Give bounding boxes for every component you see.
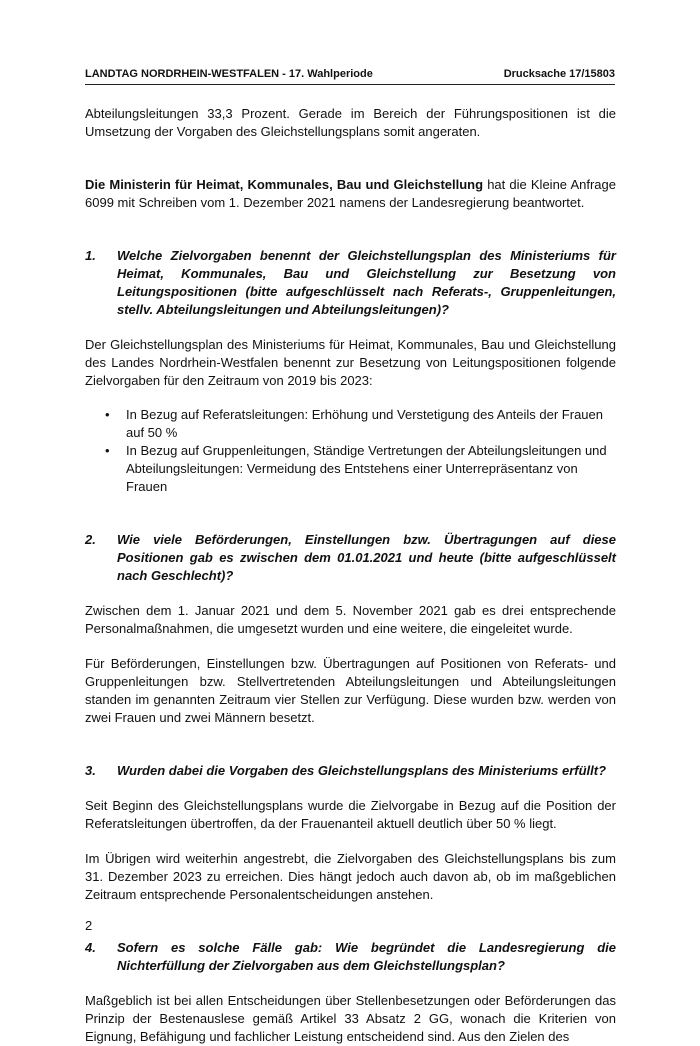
question-4 [85, 939, 616, 975]
answer-2b: Für Beförderungen, Einstellungen bzw. Übertragungen auf Positionen von Referats- und Gruppenleitungen bzw. Stellvertretenden Abteilungsleitungen und Abteilungsleitungen standen im genannten Zeitraum vier Stellen zur Verfügung. Diese wurden bzw. werden von zwei Frauen und zwei Männern besetzt. [85, 656, 616, 725]
question-text: Sofern es solche Fälle gab: Wie begründet die Landesregierung die Nichterfüllung der Zielvorgaben aus dem Gleichstellungsplan? [117, 940, 616, 973]
answer-3b: Im Übrigen wird weiterhin angestrebt, die Zielvorgaben des Gleichstellungsplans bis zum 31. Dezember 2023 zu erreichen. Dies hängt jedoch auch davon ab, ob im maßgeblichen Zeitraum entsprechende Personalentscheidungen anstehen. [85, 851, 616, 902]
question-3 [85, 762, 616, 780]
question-text: Welche Zielvorgaben benennt der Gleichstellungsplan des Ministeriums für Heimat, Kommunales, Bau und Gleichstellung zur Besetzung von Leitungspositionen (bitte aufgeschlüsselt nach Referats-, Gruppenleitungen, stellv. Abteilungsleitungen und Abteilungsleitungen)? [117, 248, 616, 317]
page-number: 2 [85, 918, 93, 933]
question-number: 2. [85, 532, 96, 547]
question-1 [85, 247, 616, 319]
answer-intro-paragraph [85, 176, 616, 212]
header-rule [85, 84, 615, 85]
list-item: • In Bezug auf Referatsleitungen: Erhöhung und Verstetigung des Anteils der Frauen auf 50 % [85, 406, 616, 442]
header-parliament: LANDTAG NORDRHEIN-WESTFALEN - 17. Wahlperiode [85, 68, 373, 80]
question-number: 4. [85, 940, 96, 955]
intro-paragraph: Abteilungsleitungen 33,3 Prozent. Gerade im Bereich der Führungspositionen ist die Umsetzung der Vorgaben des Gleichstellungsplans somit angeraten. [85, 106, 616, 139]
bullet-icon: • [105, 443, 110, 458]
question-text: Wie viele Beförderungen, Einstellungen bzw. Übertragungen auf diese Positionen gab es zwischen dem 01.01.2021 und heute (bitte aufgeschlüsselt nach Geschlecht)? [117, 532, 616, 583]
answer-2a: Zwischen dem 1. Januar 2021 und dem 5. November 2021 gab es drei entsprechende Personalmaßnahmen, die umgesetzt wurden und eine weitere, die eingeleitet wurde. [85, 603, 616, 636]
question-number: 3. [85, 763, 96, 778]
answer-4: Maßgeblich ist bei allen Entscheidungen über Stellenbesetzungen oder Beförderungen das Prinzip der Bestenauslese gemäß Artikel 33 Absatz 2 GG, wonach die Kriterien von Eignung, Befähigung und fachlicher Leistung entscheidend sind. Aus den Zielen des [85, 993, 616, 1044]
list-item: • In Bezug auf Gruppenleitungen, Ständige Vertretungen der Abteilungsleitungen und Abteilungsleitungen: Vermeidung des Entstehens einer Unterrepräsentanz von Frauen [85, 442, 616, 496]
question-number: 1. [85, 248, 96, 263]
minister-title: Die Ministerin für Heimat, Kommunales, Bau und Gleichstellung [85, 177, 484, 192]
bullet-icon: • [105, 407, 110, 422]
question-text: Wurden dabei die Vorgaben des Gleichstellungsplans des Ministeriums erfüllt? [117, 763, 607, 778]
document-body [85, 105, 616, 1046]
header-document-number: Drucksache 17/15803 [503, 68, 615, 80]
answer-intro-text: hat die Kleine Anfrage 6099 mit Schreiben vom 1. Dezember 2021 namens der Landesregierung beantwortet. [85, 177, 616, 210]
answer-3a: Seit Beginn des Gleichstellungsplans wurde die Zielvorgabe in Bezug auf die Position der Referatsleitungen übertroffen, da der Frauenanteil aktuell deutlich über 50 % liegt. [85, 798, 616, 831]
question-2 [85, 531, 616, 585]
answer-1: Der Gleichstellungsplan des Ministeriums für Heimat, Kommunales, Bau und Gleichstellung des Landes Nordrhein-Westfalen benennt zur Besetzung von Leitungspositionen folgende Zielvorgaben für den Zeitraum von 2019 bis 2023: [85, 337, 616, 388]
target-list [85, 406, 616, 496]
page-header [85, 68, 615, 80]
